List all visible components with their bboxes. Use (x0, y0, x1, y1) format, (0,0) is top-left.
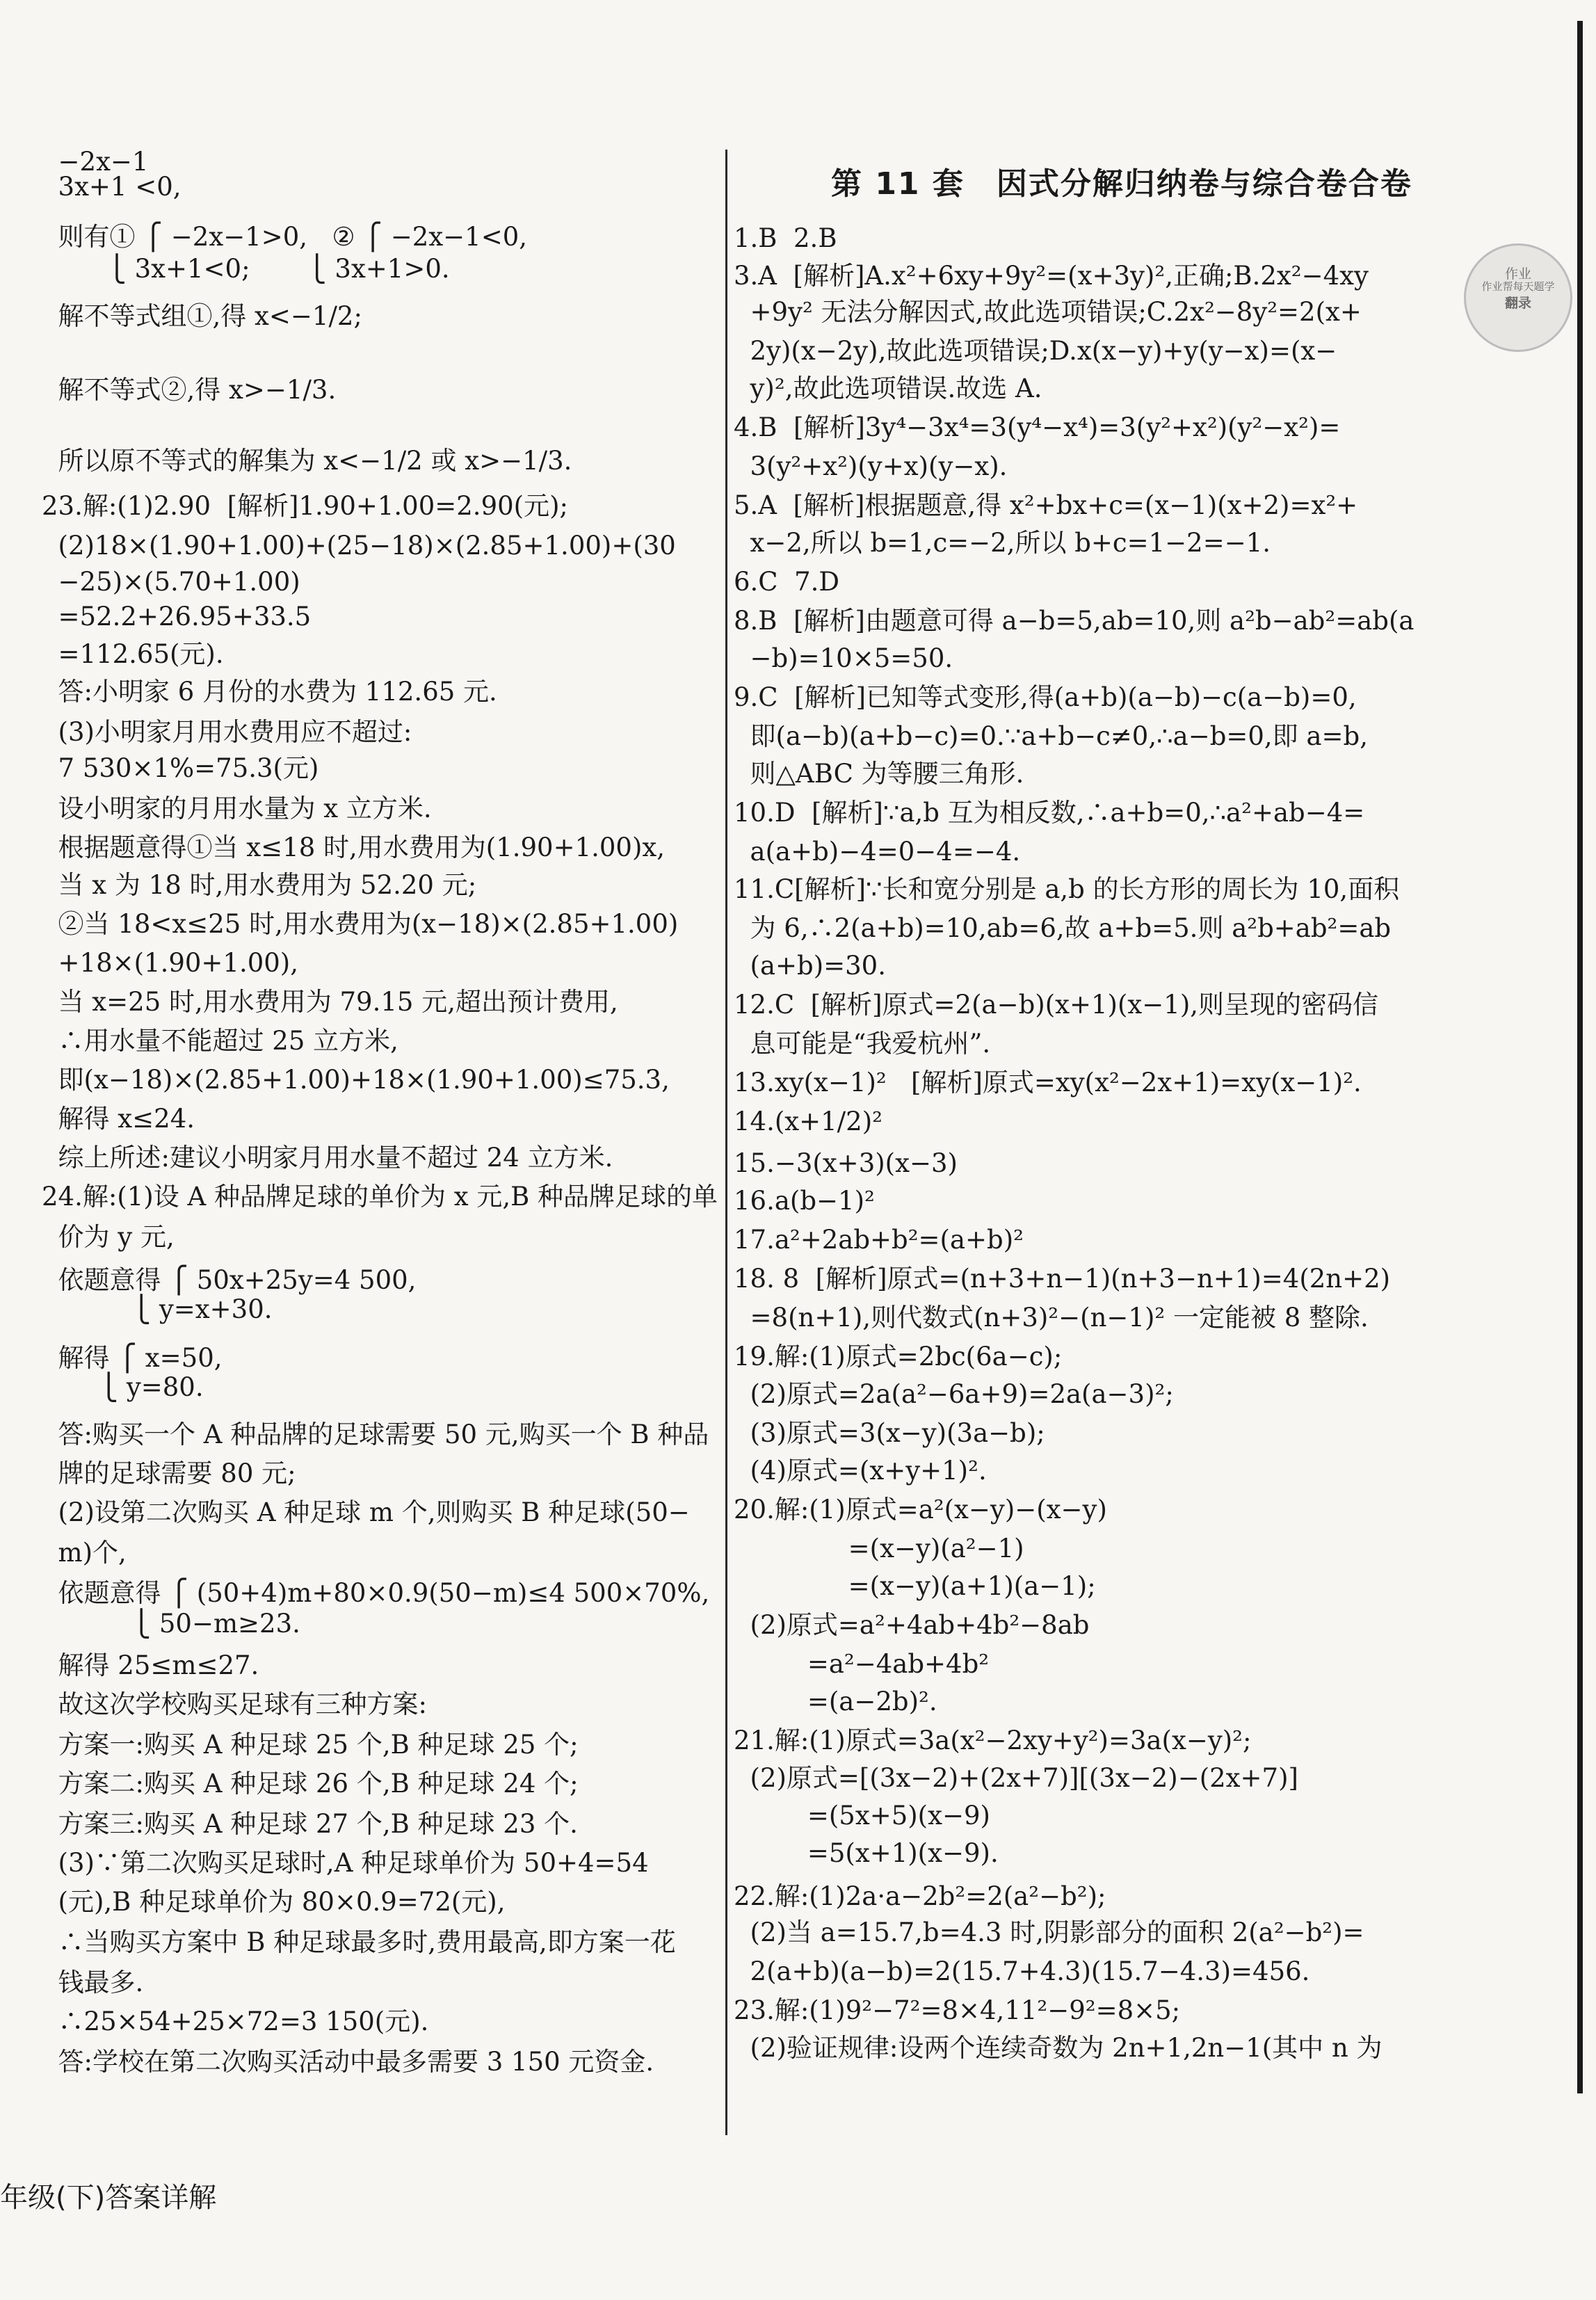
answer-line: 方案一:购买 A 种足球 25 个,B 种足球 25 个; (42, 1730, 579, 1760)
answer-line: 所以原不等式的解集为 x<−1/2 或 x>−1/3. (42, 446, 572, 476)
answer-line: 方案二:购买 A 种足球 26 个,B 种足球 24 个; (42, 1769, 579, 1799)
answer-line: 解不等式组①,得 x<−1/2; (42, 301, 362, 331)
answer-line: =5(x+1)(x−9). (734, 1838, 999, 1868)
section-title: 第 11 套 因式分解归纳卷与综合卷合卷 (831, 166, 1412, 202)
answer-line: (3)原式=3(x−y)(3a−b); (734, 1418, 1045, 1448)
answer-line: 解得 x≤24. (42, 1104, 195, 1134)
answer-line: (2)原式=2a(a²−6a+9)=2a(a−3)²; (734, 1379, 1174, 1409)
answer-line: 8.B [解析]由题意可得 a−b=5,ab=10,则 a²b−ab²=ab(a (734, 606, 1414, 636)
answer-line: −b)=10×5=50. (734, 643, 953, 673)
answer-line: =(x−y)(a²−1) (734, 1534, 1024, 1563)
answer-line: ⎩ y=x+30. (42, 1294, 273, 1324)
answer-line: 故这次学校购买足球有三种方案: (42, 1689, 427, 1719)
answer-line: 依题意得 ⎧ (50+4)m+80×0.9(50−m)≤4 500×70%, (42, 1578, 710, 1608)
answer-line: +18×(1.90+1.00), (42, 948, 299, 978)
answer-line: (2)原式=[(3x−2)+(2x+7)][(3x−2)−(2x+7)] (734, 1763, 1298, 1793)
answer-line: (3)小明家月用水费用应不超过: (42, 717, 412, 747)
answer-line: 21.解:(1)原式=3a(x²−2xy+y²)=3a(x−y)²; (734, 1726, 1252, 1755)
answer-line: (2)设第二次购买 A 种足球 m 个,则购买 B 种足球(50− (42, 1497, 690, 1527)
answer-line: 6.C 7.D (734, 567, 840, 597)
answer-line: ∴25×54+25×72=3 150(元). (42, 2007, 429, 2036)
answer-line: 当 x=25 时,用水费用为 79.15 元,超出预计费用, (42, 987, 618, 1017)
answer-line: 10.D [解析]∵a,b 互为相反数,∴a+b=0,∴a²+ab−4= (734, 798, 1365, 828)
answer-line: ∴当购买方案中 B 种足球最多时,费用最高,即方案一花 (42, 1927, 676, 1957)
stamp-line: 翻录 (1504, 296, 1531, 311)
answer-line: 设小明家的月用水量为 x 立方米. (42, 794, 432, 823)
answer-line: (2)18×(1.90+1.00)+(25−18)×(2.85+1.00)+(30 (42, 531, 676, 561)
answer-line: 9.C [解析]已知等式变形,得(a+b)(a−b)−c(a−b)=0, (734, 682, 1357, 712)
answer-line: 为 6,∴2(a+b)=10,ab=6,故 a+b=5.则 a²b+ab²=ab (734, 913, 1392, 943)
answer-line: 7 530×1%=75.3(元) (42, 753, 319, 783)
answer-line: 解得 25≤m≤27. (42, 1650, 259, 1680)
answer-line: 即(a−b)(a+b−c)=0.∵a+b−c≠0,∴a−b=0,即 a=b, (734, 721, 1368, 751)
answer-line: 根据题意得①当 x≤18 时,用水费用为(1.90+1.00)x, (42, 833, 666, 862)
answer-line: +9y² 无法分解因式,故此选项错误;C.2x²−8y²=2(x+ (734, 297, 1362, 327)
answer-line: 答:购买一个 A 种品牌的足球需要 50 元,购买一个 B 种品 (42, 1420, 709, 1449)
answer-line: ②当 18<x≤25 时,用水费用为(x−18)×(2.85+1.00) (42, 909, 679, 939)
answer-line: 22.解:(1)2a·a−2b²=2(a²−b²); (734, 1881, 1106, 1911)
answer-line: 则有① ⎧ −2x−1>0, ② ⎧ −2x−1<0, (42, 222, 528, 252)
answer-line: m)个, (42, 1538, 127, 1568)
answer-line: =(a−2b)². (734, 1687, 937, 1716)
answer-line: (4)原式=(x+y+1)². (734, 1456, 987, 1486)
answer-line: ⎩ 3x+1<0; ⎩ 3x+1>0. (42, 254, 450, 284)
answer-line: 解不等式②,得 x>−1/3. (42, 375, 337, 405)
answer-line: 13.xy(x−1)² [解析]原式=xy(x²−2x+1)=xy(x−1)². (734, 1068, 1362, 1097)
answer-line: 20.解:(1)原式=a²(x−y)−(x−y) (734, 1495, 1107, 1525)
answer-line: 16.a(b−1)² (734, 1186, 875, 1216)
answer-line: ∴用水量不能超过 25 立方米, (42, 1026, 398, 1056)
answer-line: 2(a+b)(a−b)=2(15.7+4.3)(15.7−4.3)=456. (734, 1956, 1310, 1986)
answer-line: =a²−4ab+4b² (734, 1649, 990, 1679)
answer-line: y)²,故此选项错误.故选 A. (734, 373, 1042, 403)
answer-line: 息可能是“我爱杭州”. (734, 1029, 991, 1059)
answer-line: (2)验证规律:设两个连续奇数为 2n+1,2n−1(其中 n 为 (734, 2033, 1383, 2063)
answer-line: 则△ABC 为等腰三角形. (734, 759, 1024, 789)
watermark-stamp (1464, 243, 1572, 352)
answer-line: (a+b)=30. (734, 951, 886, 981)
answer-line: 19.解:(1)原式=2bc(6a−c); (734, 1342, 1063, 1372)
answer-line: 答:学校在第二次购买活动中最多需要 3 150 元资金. (42, 2047, 654, 2077)
answer-line: (2)原式=a²+4ab+4b²−8ab (734, 1610, 1090, 1640)
answer-line: 牌的足球需要 80 元; (42, 1458, 296, 1488)
page-footer: 年级(下)答案详解 (0, 2182, 217, 2214)
answer-line: =52.2+26.95+33.5 (42, 602, 312, 632)
answer-line: 钱最多. (42, 1968, 144, 1997)
answer-line: 答:小明家 6 月份的水费为 112.65 元. (42, 677, 497, 707)
answer-line: 3(y²+x²)(y+x)(y−x). (734, 451, 1008, 481)
page-edge-line (1577, 21, 1583, 2093)
stamp-line: 作业 (1504, 266, 1531, 282)
answer-line: −2x−1 (42, 147, 149, 177)
stamp-line: 作业帮每天题学 (1481, 280, 1555, 293)
answer-line: 12.C [解析]原式=2(a−b)(x+1)(x−1),则呈现的密码信 (734, 990, 1379, 1020)
answer-line: 23.解:(1)2.90 [解析]1.90+1.00=2.90(元); (42, 491, 568, 521)
answer-line: =(x−y)(a+1)(a−1); (734, 1571, 1096, 1601)
answer-line: =(5x+5)(x−9) (734, 1801, 990, 1831)
answer-line: =112.65(元). (42, 639, 224, 669)
answer-line: (2)当 a=15.7,b=4.3 时,阴影部分的面积 2(a²−b²)= (734, 1917, 1364, 1947)
answer-line: 综上所述:建议小明家月用水量不超过 24 立方米. (42, 1143, 613, 1173)
answer-line: 4.B [解析]3y⁴−3x⁴=3(y⁴−x⁴)=3(y²+x²)(y²−x²)= (734, 412, 1341, 442)
answer-line: 17.a²+2ab+b²=(a+b)² (734, 1225, 1024, 1255)
column-divider (725, 150, 727, 2135)
answer-line: 5.A [解析]根据题意,得 x²+bx+c=(x−1)(x+2)=x²+ (734, 490, 1358, 520)
answer-line: 方案三:购买 A 种足球 27 个,B 种足球 23 个. (42, 1809, 578, 1839)
answer-line: 14.(x+1/2)² (734, 1107, 882, 1136)
answer-line: =8(n+1),则代数式(n+3)²−(n−1)² 一定能被 8 整除. (734, 1303, 1369, 1333)
answer-line: 价为 y 元, (42, 1222, 175, 1252)
answer-line: (3)∵第二次购买足球时,A 种足球单价为 50+4=54 (42, 1848, 649, 1878)
answer-line: 3.A [解析]A.x²+6xy+9y²=(x+3y)²,正确;B.2x²−4xy (734, 261, 1369, 291)
answer-line: 即(x−18)×(2.85+1.00)+18×(1.90+1.00)≤75.3, (42, 1065, 670, 1095)
answer-line: ⎩ y=80. (42, 1372, 204, 1402)
answer-line: 15.−3(x+3)(x−3) (734, 1148, 958, 1178)
answer-line: x−2,所以 b=1,c=−2,所以 b+c=1−2=−1. (734, 528, 1271, 558)
answer-line: 23.解:(1)9²−7²=8×4,11²−9²=8×5; (734, 1995, 1181, 2025)
answer-line: 3x+1 <0, (42, 172, 182, 202)
answer-line: a(a+b)−4=0−4=−4. (734, 837, 1021, 867)
answer-line: −25)×(5.70+1.00) (42, 567, 300, 597)
answer-line: 依题意得 ⎧ 50x+25y=4 500, (42, 1265, 417, 1295)
answer-line: 2y)(x−2y),故此选项错误;D.x(x−y)+y(y−x)=(x− (734, 336, 1337, 366)
answer-line: 18. 8 [解析]原式=(n+3+n−1)(n+3−n+1)=4(2n+2) (734, 1264, 1391, 1294)
answer-line: (元),B 种足球单价为 80×0.9=72(元), (42, 1887, 506, 1917)
answer-line: 11.C[解析]∵长和宽分别是 a,b 的长方形的周长为 10,面积 (734, 874, 1400, 904)
answer-line: ⎩ 50−m≥23. (42, 1609, 300, 1639)
answer-line: 24.解:(1)设 A 种品牌足球的单价为 x 元,B 种品牌足球的单 (42, 1182, 718, 1212)
answer-line: 解得 ⎧ x=50, (42, 1343, 223, 1373)
answer-line: 当 x 为 18 时,用水费用为 52.20 元; (42, 870, 477, 900)
answer-line: 1.B 2.B (734, 223, 837, 253)
